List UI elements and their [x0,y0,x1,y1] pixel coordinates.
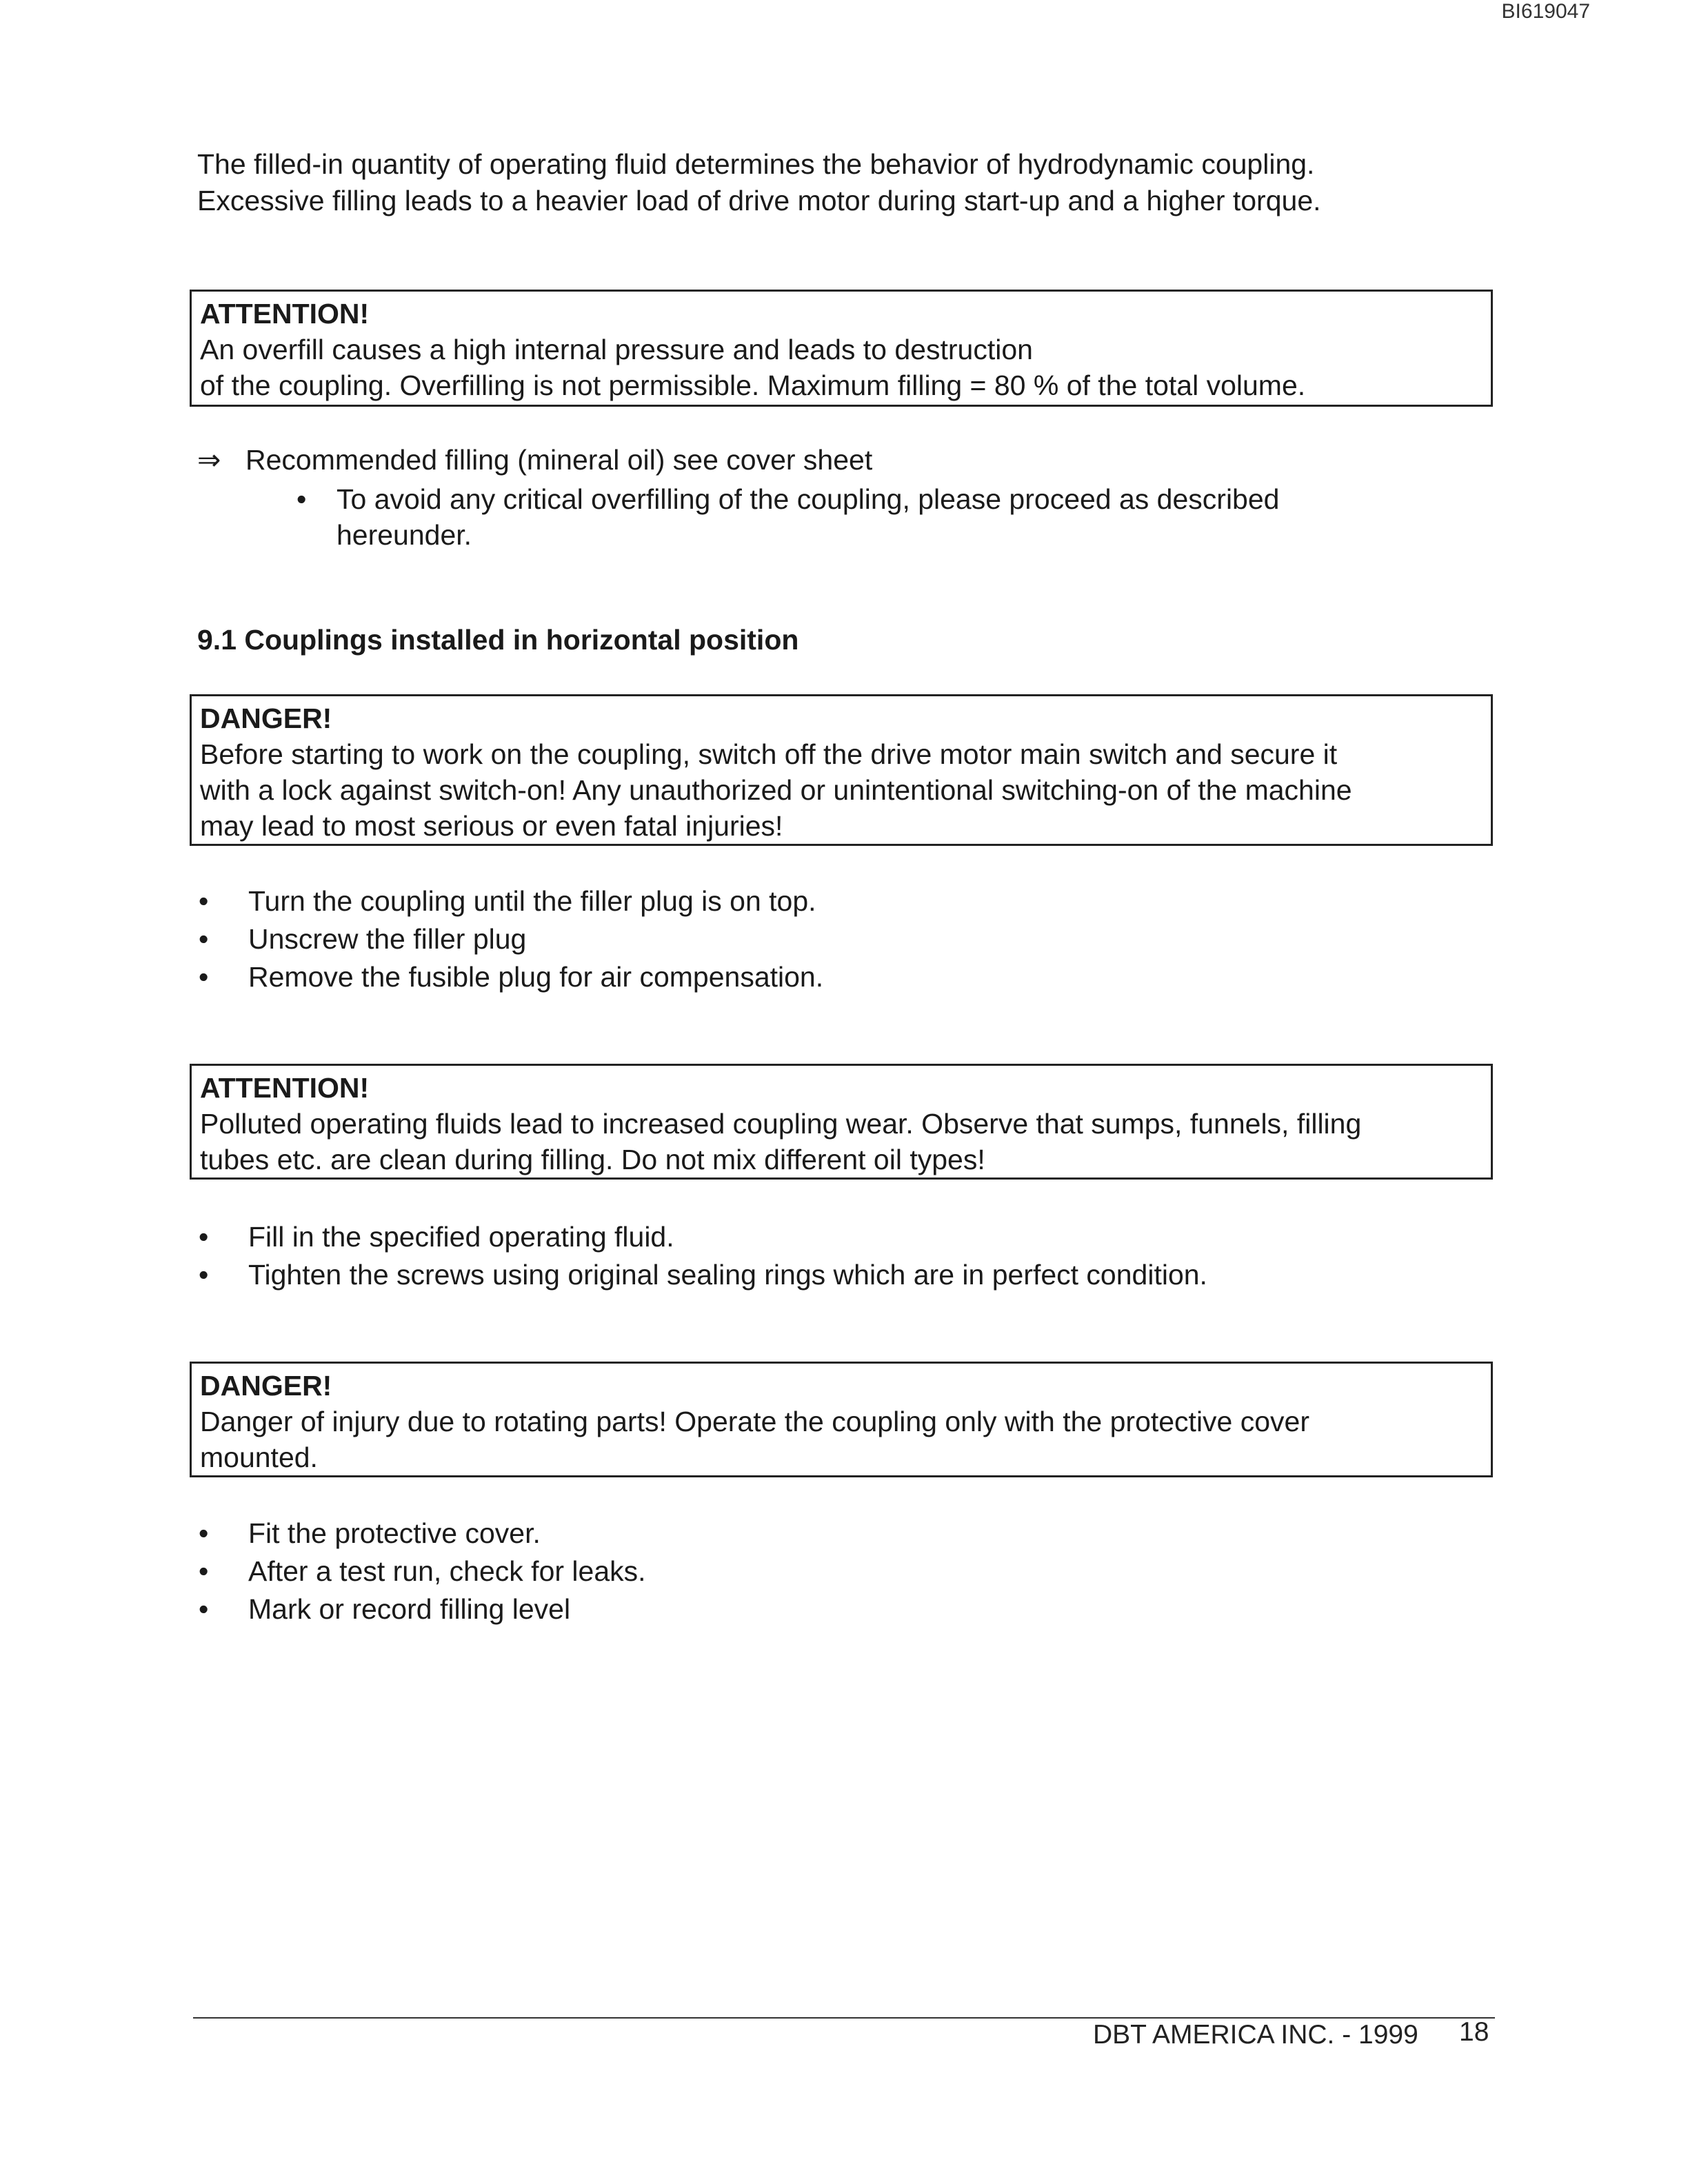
danger-line-3: may lead to most serious or even fatal injuries! [200,810,783,842]
list-item [197,920,823,958]
attention-box-overfill [190,290,1493,407]
attention-line-1: An overfill causes a high internal pressure and leads to destruction [200,334,1033,365]
intro-line-1: The filled-in quantity of operating fluid determines the behavior of hydrodynamic coupling. [197,148,1315,180]
list-item-text: Turn the coupling until the filler plug is on top. [248,885,816,917]
danger-line-2: with a lock against switch-on! Any unauthorized or unintentional switching-on of the machine [200,774,1352,806]
attention-line-1: Polluted operating fluids lead to increased coupling wear. Observe that sumps, funnels, filling [200,1108,1362,1140]
danger-box-rotating-parts [190,1362,1493,1477]
list-item-text: Mark or record filling level [248,1593,571,1625]
recommended-filling-text: Recommended filling (mineral oil) see cover sheet [245,444,873,476]
sub-bullet-item [297,481,1372,553]
danger-line-2: mounted. [200,1442,318,1473]
document-id: BI619047 [1501,0,1590,23]
list-item-text: Unscrew the filler plug [248,923,527,955]
attention-title: ATTENTION! [200,1072,370,1104]
attention-title: ATTENTION! [200,298,370,330]
list-item-text: Tighten the screws using original sealing rings which are in perfect condition. [248,1259,1207,1291]
list-item-text: Fill in the specified operating fluid. [248,1221,674,1253]
list-item-text: Remove the fusible plug for air compensation. [248,961,824,993]
list-item-text: After a test run, check for leaks. [248,1555,646,1587]
bullet-icon: • [199,1221,209,1253]
bullet-icon: • [199,1259,209,1291]
danger-title: DANGER! [200,1370,332,1402]
steps-list-1 [197,882,823,996]
steps-list-2 [197,1218,1207,1294]
intro-paragraph [197,146,1507,219]
bullet-icon: • [199,1517,209,1549]
intro-line-2: Excessive filling leads to a heavier load of drive motor during start-up and a higher torque. [197,185,1321,216]
danger-box-lockout [190,694,1493,846]
right-arrow-icon: ⇒ [197,444,221,476]
list-item [197,1590,646,1628]
bullet-icon: • [297,483,307,515]
sub-bullet-text: To avoid any critical overfilling of the coupling, please proceed as described hereunder. [336,483,1280,551]
bullet-icon: • [199,923,209,955]
attention-box-pollution [190,1064,1493,1180]
bullet-icon: • [199,1593,209,1625]
list-item [197,1218,1207,1256]
recommended-filling-item [197,443,872,476]
bullet-icon: • [199,961,209,993]
danger-title: DANGER! [200,702,332,734]
attention-line-2: of the coupling. Overfilling is not permissible. Maximum filling = 80 % of the total volume. [200,370,1306,401]
danger-line-1: Before starting to work on the coupling, switch off the drive motor main switch and secure it [200,738,1338,770]
bullet-icon: • [199,1555,209,1587]
list-item [197,1256,1207,1294]
list-item [197,882,823,920]
steps-list-3 [197,1515,646,1628]
list-item [197,1553,646,1590]
list-item [197,1515,646,1553]
section-heading: 9.1 Couplings installed in horizontal position [197,624,799,656]
bullet-icon: • [199,885,209,917]
page-number: 18 [1459,2017,1489,2047]
list-item [197,958,823,996]
footer-divider [193,2017,1495,2019]
danger-line-1: Danger of injury due to rotating parts! Operate the coupling only with the protective cover [200,1406,1310,1437]
list-item-text: Fit the protective cover. [248,1517,541,1549]
attention-line-2: tubes etc. are clean during filling. Do not mix different oil types! [200,1144,985,1175]
footer-company: DBT AMERICA INC. - 1999 [1093,2020,1418,2050]
